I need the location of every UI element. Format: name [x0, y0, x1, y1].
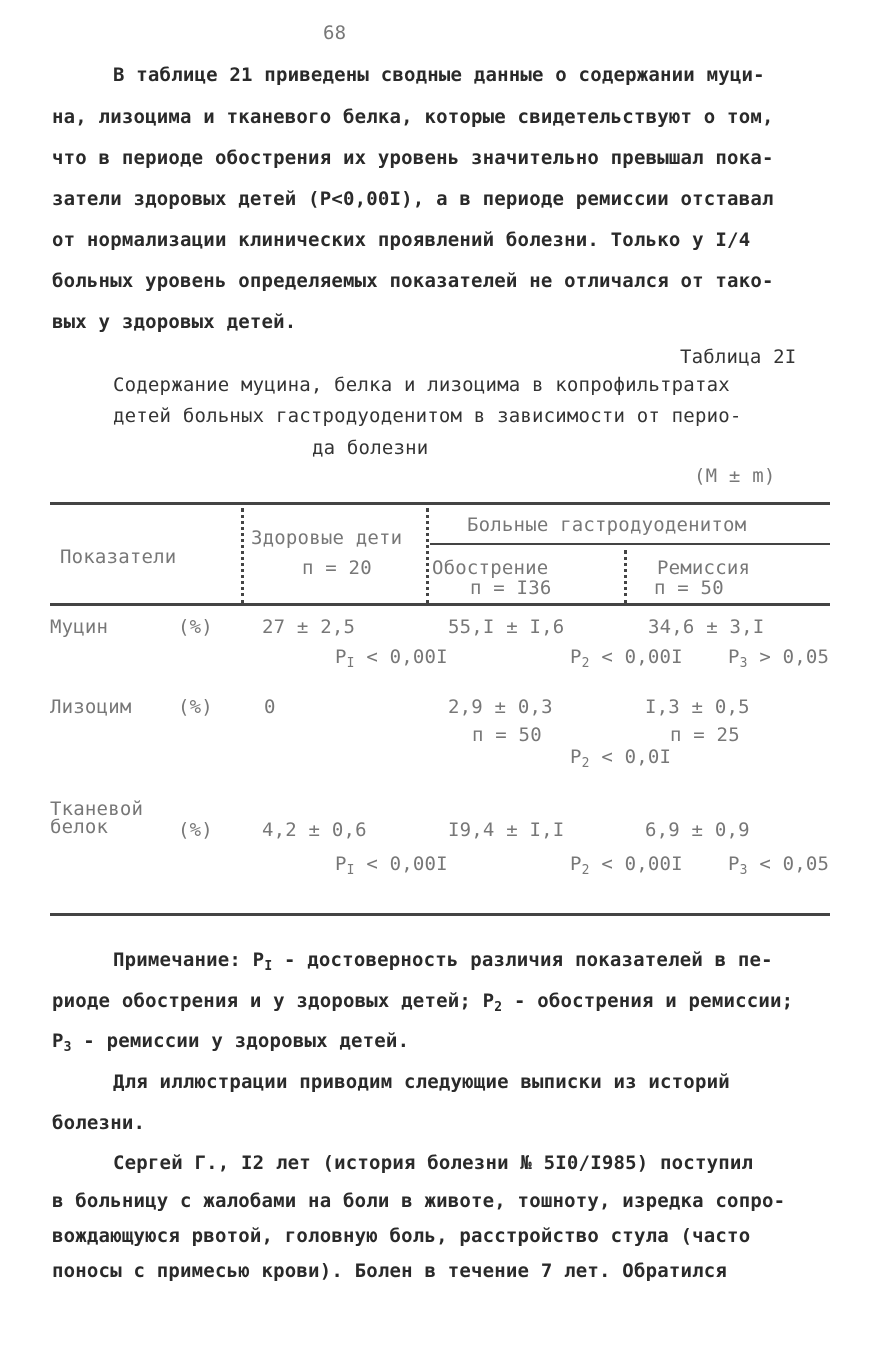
column-header-remission-n: п = 50: [654, 577, 724, 599]
cell-healthy: 0: [264, 696, 276, 718]
column-header-remission: Ремиссия: [657, 557, 751, 579]
text-line: Для иллюстрации приводим следующие выписки из историй: [113, 1071, 730, 1093]
group-header-rule: [430, 543, 830, 545]
row-label: белок: [50, 816, 109, 838]
row-label: Тканевой: [50, 798, 144, 820]
cell-remission: 34,6 ± 3,I: [648, 616, 765, 638]
text-line: Примечание: $P_I$ - достоверность различия показателей в пе-: [113, 949, 773, 974]
text-line: на, лизоцима и тканевого белка, которые свидетельствуют о том,: [52, 106, 774, 128]
p3-value: $P_3 < 0,05$: [728, 853, 830, 878]
cell-exacerbation: 2,9 ± 0,3: [448, 696, 553, 718]
text-line: в больницу с жалобами на боли в животе, тошноту, изредка сопро-: [52, 1190, 786, 1212]
text-line: от нормализации клинических проявлений болезни. Только у I/4: [52, 229, 751, 251]
text-line: больных уровень определяемых показателей не отличался от тако-: [52, 270, 774, 292]
text-line: болезни.: [52, 1112, 146, 1134]
table-title-line: Содержание муцина, белка и лизоцима в копрофильтратах: [113, 374, 730, 396]
column-header-exacerbation: Обострение: [432, 557, 549, 579]
text-line: вых у здоровых детей.: [52, 311, 297, 333]
page-number: 68: [323, 22, 347, 44]
cell-exacerbation: 55,I ± I,6: [448, 616, 565, 638]
p2-value: $P_2 < 0,0I$: [570, 746, 672, 771]
p2-value: $P_2 < 0,00I$: [570, 646, 683, 671]
text-line: риоде обострения и у здоровых детей; $P_2$ - обострения и ремиссии;: [52, 990, 794, 1015]
text-line: вождающуюся рвотой, головную боль, расстройство стула (часто: [52, 1225, 751, 1247]
p1-value: $P_I < 0,00I$: [335, 853, 448, 878]
column-divider: [426, 508, 429, 604]
column-header-patients: Больные гастродуоденитом: [467, 514, 747, 536]
table-label: Таблица 2I: [680, 346, 797, 368]
p2-value: $P_2 < 0,00I$: [570, 853, 683, 878]
row-unit: (%): [178, 696, 213, 718]
column-divider: [241, 508, 244, 604]
cell-remission-n: п = 25: [670, 724, 740, 746]
p1-value: $P_I < 0,00I$: [335, 646, 448, 671]
cell-remission: 6,9 ± 0,9: [645, 819, 750, 841]
text-line: поносы с примесью крови). Болен в течение 7 лет. Обратился: [52, 1260, 728, 1282]
header-bottom-rule: [50, 603, 830, 606]
text-line: затели здоровых детей (P<0,00I), а в периоде ремиссии отставал: [52, 188, 774, 210]
table-top-rule: [50, 502, 830, 505]
text-line: В таблице 21 приведены сводные данные о содержании муци-: [113, 64, 765, 86]
table-title-line: да болезни: [312, 437, 429, 459]
row-unit: (%): [178, 819, 213, 841]
row-label: Лизоцим: [50, 696, 132, 718]
p3-value: $P_3 > 0,05$: [728, 646, 830, 671]
column-divider: [624, 550, 627, 604]
column-header-healthy: Здоровые дети: [251, 527, 403, 549]
row-label: Муцин: [50, 616, 109, 638]
cell-exacerbation-n: п = 50: [472, 724, 542, 746]
cell-healthy: 27 ± 2,5: [262, 616, 356, 638]
text-line: что в периоде обострения их уровень значительно превышал пока-: [52, 147, 774, 169]
row-unit: (%): [178, 616, 213, 638]
text-line: $P_3$ - ремиссии у здоровых детей.: [52, 1030, 410, 1055]
column-header-indicators: Показатели: [60, 546, 177, 568]
cell-remission: I,3 ± 0,5: [645, 696, 750, 718]
table-bottom-rule: [50, 913, 830, 916]
column-header-healthy-n: п = 20: [302, 557, 372, 579]
cell-exacerbation: I9,4 ± I,I: [448, 819, 565, 841]
cell-healthy: 4,2 ± 0,6: [262, 819, 367, 841]
table-title-line: детей больных гастродуоденитом в зависимости от перио-: [113, 405, 742, 427]
column-header-exacerbation-n: п = I36: [470, 577, 552, 599]
table-units: (M ± m): [694, 465, 776, 487]
text-line: Сергей Г., I2 лет (история болезни № 5I0/I985) поступил: [113, 1152, 754, 1174]
